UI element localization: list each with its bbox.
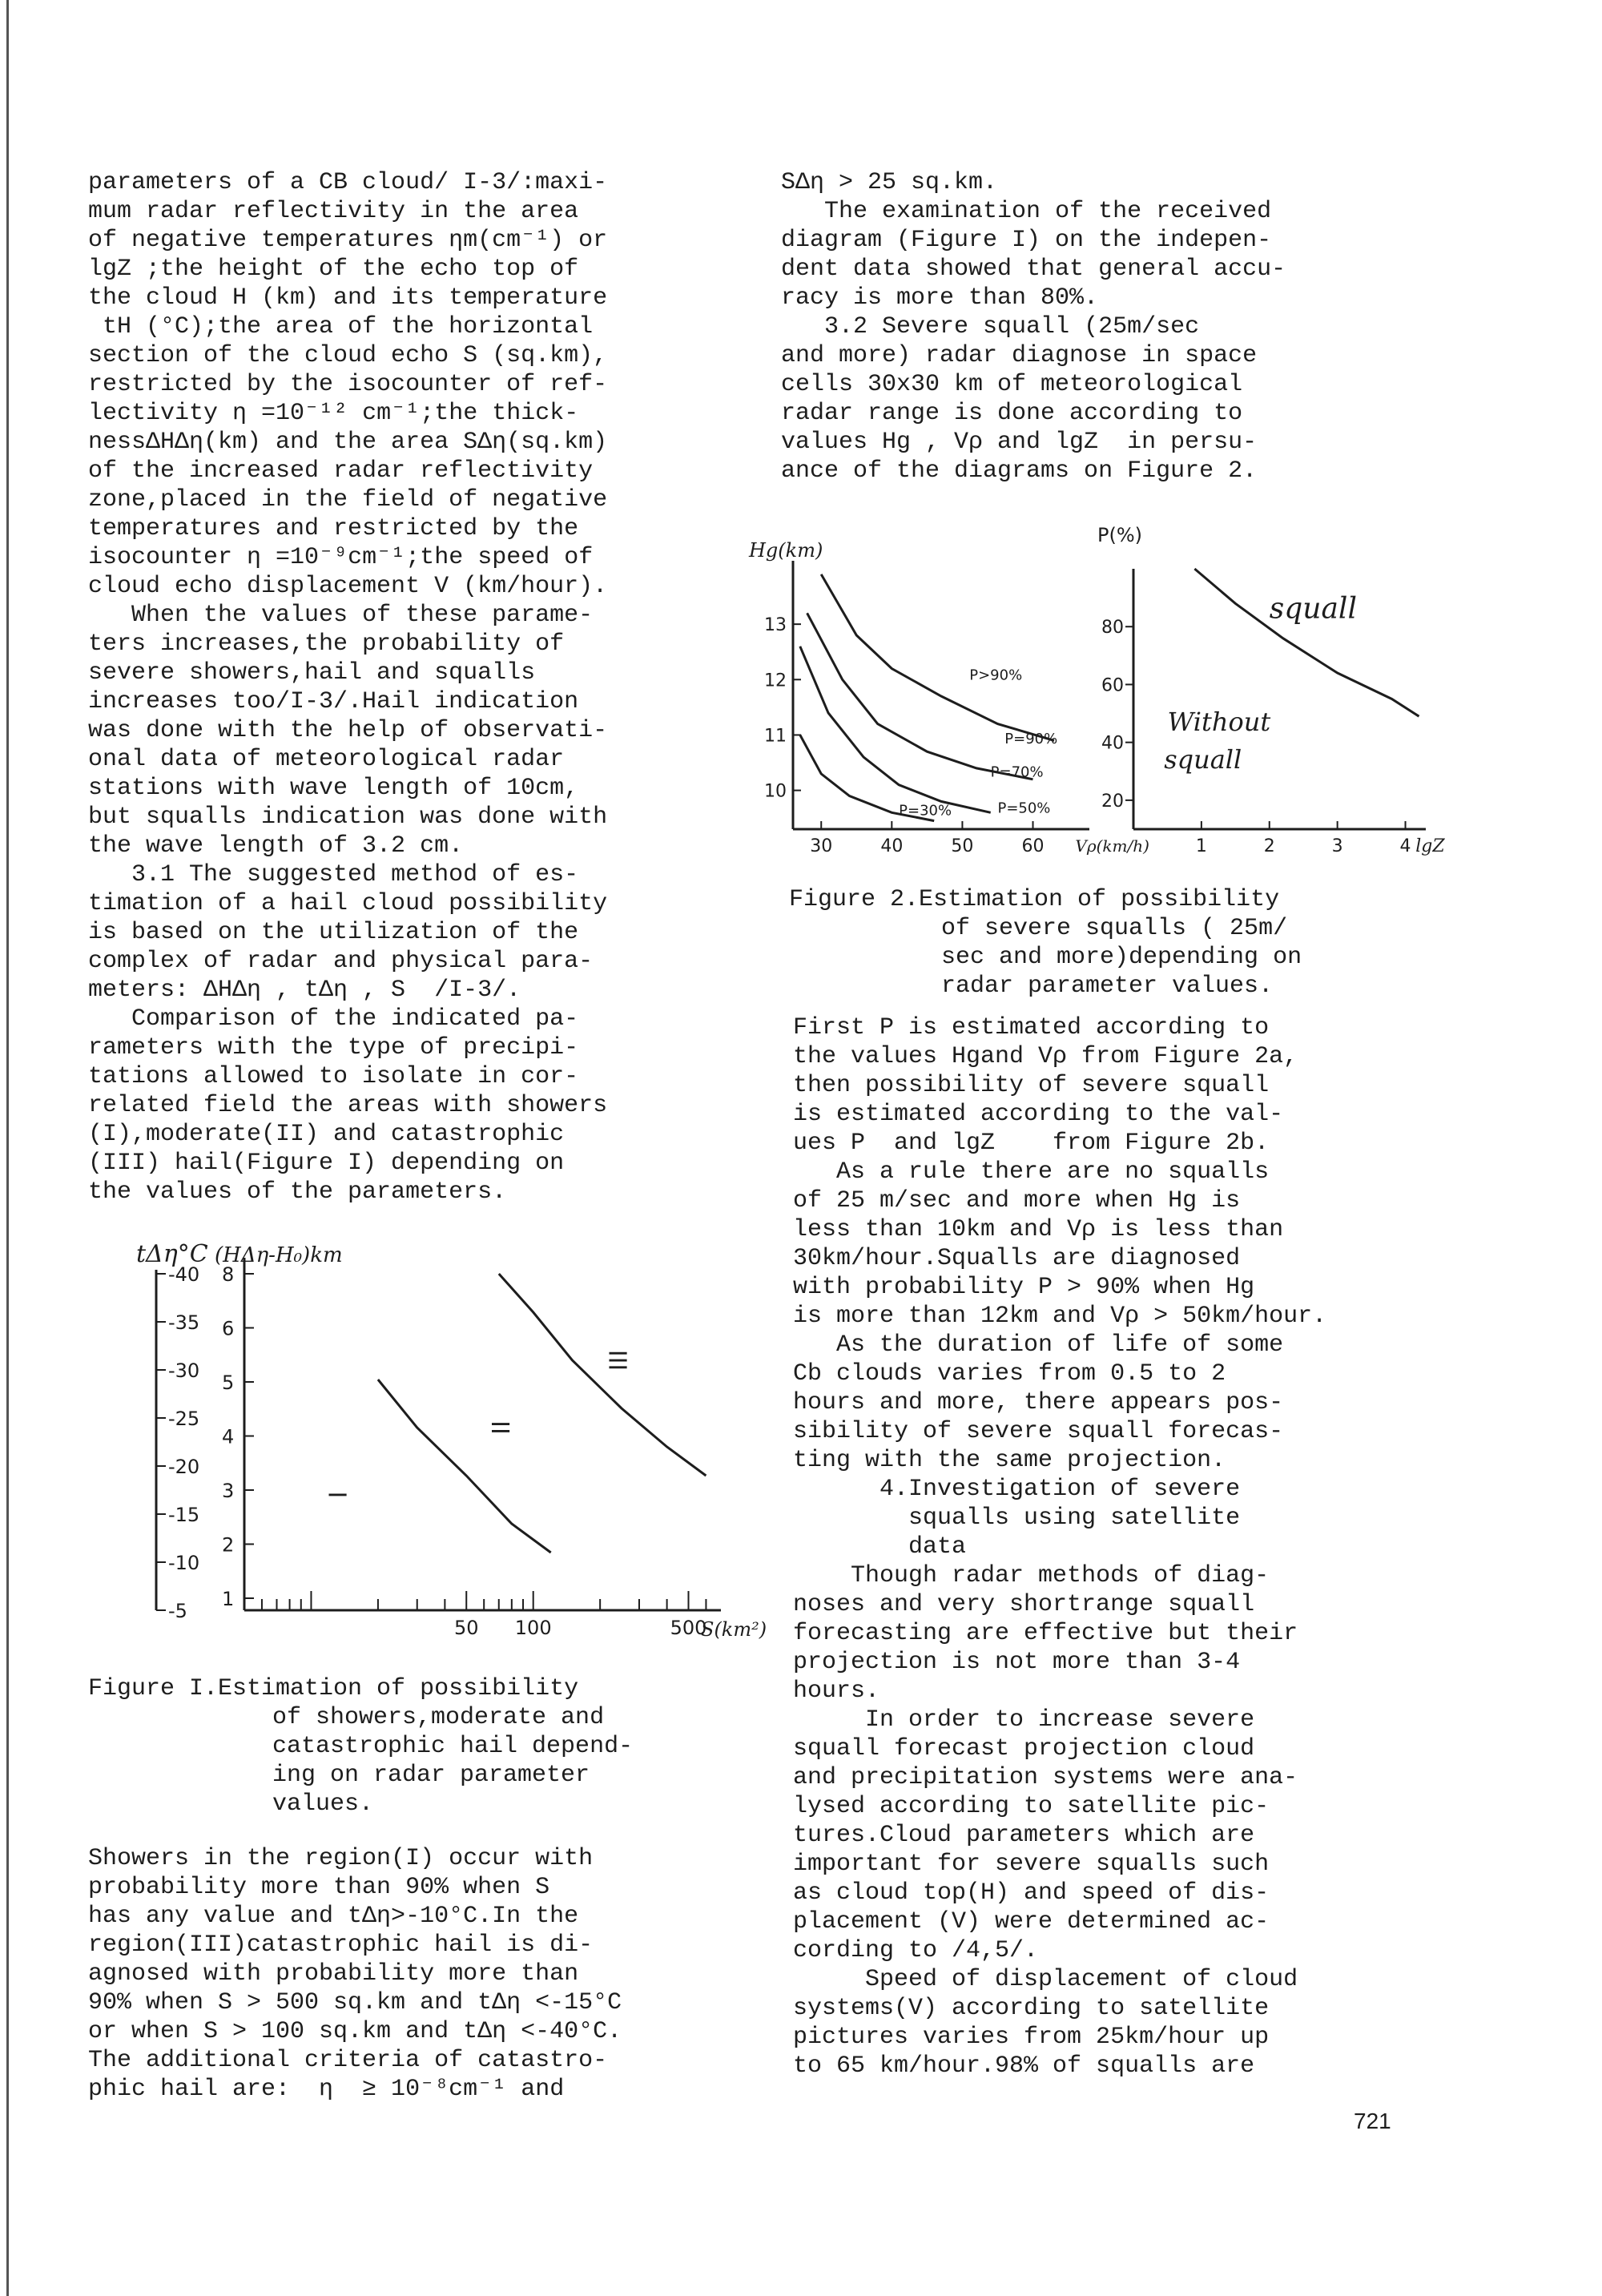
fig2a-x-tick-label: 60: [1021, 836, 1045, 856]
paragraph-3-1: 3.1 The suggested method of es- timation of a hail cloud possibility is based on the utilization of the complex of radar and physical para- meters: ΔHΔη , tΔη , S /I-3/.: [88, 861, 608, 1004]
fig2a-y-tick-label: 12: [764, 671, 787, 691]
fig2a-curve-label: P=30%: [899, 802, 952, 820]
figure-2-caption-line: of severe squalls ( 25m/: [941, 915, 1288, 942]
y-right-tick-label: 4: [222, 1425, 235, 1448]
fig2a-y-tick-label: 11: [764, 726, 787, 747]
fig2a-y-tick-label: 13: [764, 615, 787, 636]
fig2b-y-tick-label: 80: [1101, 618, 1124, 638]
paragraph-comparison: Comparison of the indicated pa- rameters with the type of precipi- tations allowed to isolate in cor- related field the areas with showers (I),moderate(II) and catastrophic (III) hail(Figure I) depending on the values of the parameters.: [88, 1005, 608, 1206]
fig2b-x-tick-label: 1: [1195, 836, 1207, 856]
y-right-tick-label: 8: [222, 1263, 235, 1286]
y2-axis-label: (HΔη-H₀)km: [215, 1243, 343, 1267]
paragraph-showers: Showers in the region(I) occur with probability more than 90% when S has any value and tΔη>-10°C.In the region(III)catastrophic hail is di- agnosed with probability more than 90% when S > 500 sq.km and tΔη <-15°C or when S > 100 sq.km and tΔη <-40°C. The additional criteria of catastro- phic hail are: η ≥ 10⁻⁸cm⁻¹ and: [88, 1845, 622, 2103]
fig2a-curve-label: P>90%: [969, 667, 1023, 684]
x-tick-label: 500: [670, 1617, 707, 1639]
figure-2-caption-line: radar parameter values.: [941, 973, 1274, 1000]
figure-2-plot: [748, 524, 1445, 856]
fig2b-label-squall-2: squall: [1164, 744, 1242, 775]
fig2b-x-tick-label: 3: [1331, 836, 1343, 856]
fig2b-label-squall: squall: [1269, 592, 1357, 626]
fig2b-label-without: Without: [1167, 707, 1271, 738]
paragraph-speed: Speed of displacement of cloud systems(V) according to satellite pictures varies from 25km/hour up to 65 km/hour.98% of squalls are: [793, 1966, 1298, 2080]
y-right-tick-label: 2: [222, 1533, 235, 1557]
paragraph-though: Though radar methods of diag- noses and very shortrange squall forecasting are effective but their projection is not more than 3-4 hours.: [793, 1562, 1298, 1705]
fig2a-curve: [807, 613, 1033, 779]
paragraph-in-order: In order to increase severe squall forecast projection cloud and precipitation systems were ana- lysed according to satellite pic- tures.Cloud parameters which are important for severe squalls such as cloud top(H) and speed of dis- placement (V) were determined ac- cording to /4,5/.: [793, 1706, 1298, 1964]
right-column-bottom: [793, 1013, 1442, 2080]
y-left-tick-label: -25: [168, 1408, 200, 1430]
figure-1-caption-line: values.: [272, 1790, 374, 1818]
left-column-bottom: [88, 1844, 745, 2104]
fig2b-y-tick-label: 40: [1101, 733, 1124, 754]
paragraph-probability: When the values of these parame- ters increases,the probability of severe showers,hail and squalls increases too/I-3/.Hail indication was done with the help of observati- onal data of meteorological radar stations with wave length of 10cm, but squalls indication was done with the wave length of 3.2 cm.: [88, 602, 608, 860]
figure-1-caption-label: Figure I.Estimation of possibility: [88, 1675, 579, 1702]
fig2a-x-tick-label: 30: [810, 836, 833, 856]
fig2b-y-tick-label: 60: [1101, 675, 1124, 696]
fig2a-y-label: Hg(km): [749, 539, 823, 562]
fig2a-curve: [821, 574, 1054, 741]
paragraph-first-p: First P is estimated according to the values Hgand Vρ from Figure 2a, then possibility of severe squall is estimated according to the val- ues P and lgZ from Figure 2b. As a rule there are no squalls of 25 m/sec and more when Hg is less than 10km and Vρ is less than 30km/hour.Squalls are diagnosed with probability P > 90% when Hg is more than 12km and Vρ > 50km/hour. As the duration of life of some Cb clouds varies from 0.5 to 2 hours and more, there appears pos- sibility of severe squall forecas- ting with the same projection.: [793, 1014, 1327, 1474]
boundary-curve: [378, 1380, 551, 1553]
region-label: II: [485, 1420, 513, 1435]
y-left-tick-label: -5: [168, 1600, 187, 1622]
section-4-heading: 4.Investigation of severe squalls using satellite data: [879, 1476, 1241, 1561]
figure-1-chart: [88, 1238, 767, 1654]
y-right-tick-label: 1: [222, 1588, 235, 1610]
x-tick-label: 100: [514, 1617, 552, 1639]
paragraph-parameters: parameters of a CB cloud/ I-3/:maxi- mum radar reflectivity in the area of negative temperatures ηm(cm⁻¹) or lgZ ;the height of the echo top of the cloud H (km) and its temperature tH (°C);the area of the horizontal section of the cloud echo S (sq.km), restricted by the isocounter of ref- lectivity η =10⁻¹² cm⁻¹;the thick- nessΔHΔη(km) and the area SΔη(sq.km) of the increased radar reflectivity zone,placed in the field of negative temperatures and restricted by the isocounter η =10⁻⁹cm⁻¹;the speed of cloud echo displacement V (km/hour).: [88, 169, 608, 600]
figure-2-caption: [789, 885, 1438, 1001]
y-left-tick-label: -40: [168, 1263, 200, 1286]
fig2b-curve: [1194, 569, 1419, 716]
figure-2-caption-label: Figure 2.Estimation of possibility: [789, 886, 1280, 913]
x-tick-label: 50: [453, 1617, 479, 1639]
fig2b-x-tick-label: 4: [1399, 836, 1411, 856]
figure-2-chart: [749, 521, 1445, 873]
paragraph-examination: SΔη > 25 sq.km. The examination of the received diagram (Figure I) on the indepen- dent data showed that general accu- racy is more than 80%.: [781, 169, 1286, 312]
left-column: [88, 168, 745, 1206]
y-right-tick-label: 6: [222, 1317, 235, 1340]
fig2a-curve-label: P=50%: [997, 800, 1051, 817]
y-right-tick-label: 5: [222, 1372, 235, 1394]
page-number: 721: [1354, 2109, 1391, 2133]
x-axis-label: S(km²): [701, 1618, 767, 1641]
boundary-curve: [499, 1274, 706, 1476]
y1-axis-label: tΔη°C: [136, 1240, 208, 1268]
y-left-tick-label: -30: [168, 1359, 200, 1382]
region-label: III: [602, 1349, 631, 1372]
fig2b-x-label: lgZ: [1415, 836, 1445, 856]
y-left-tick-label: -15: [168, 1504, 200, 1526]
figure-2-caption-line: sec and more)depending on: [941, 944, 1302, 971]
figure-1-caption-line: of showers,moderate and: [272, 1704, 605, 1731]
figure-1-plot: [136, 1240, 767, 1641]
fig2a-curve-label: P=70%: [990, 763, 1044, 781]
fig2a-x-tick-label: 40: [880, 836, 904, 856]
right-column: [781, 168, 1434, 485]
figure-1-caption: [88, 1674, 745, 1819]
fig2a-curve-label: P=90%: [1004, 730, 1058, 747]
region-label: I: [322, 1491, 351, 1499]
fig2b-y-label: P(%): [1097, 524, 1143, 546]
fig2b-y-tick-label: 20: [1101, 791, 1124, 812]
y-right-tick-label: 3: [222, 1480, 235, 1502]
paragraph-3-2: 3.2 Severe squall (25m/sec and more) radar diagnose in space cells 30x30 km of meteorological radar range is done according to values Hg , Vρ and lgZ in persu- ance of the diagrams on Figure 2.: [781, 313, 1258, 485]
y-left-tick-label: -35: [168, 1311, 200, 1334]
page-edge-line: [6, 0, 9, 2296]
fig2a-y-tick-label: 10: [764, 781, 787, 802]
fig2a-x-tick-label: 50: [951, 836, 974, 856]
fig2a-x-label: Vρ(km/h): [1075, 836, 1149, 856]
y-left-tick-label: -10: [168, 1552, 200, 1574]
figure-1-caption-line: catastrophic hail depend-: [272, 1733, 634, 1760]
y-left-tick-label: -20: [168, 1456, 200, 1478]
fig2b-x-tick-label: 2: [1263, 836, 1275, 856]
figure-1-caption-line: ing on radar parameter: [272, 1762, 590, 1789]
